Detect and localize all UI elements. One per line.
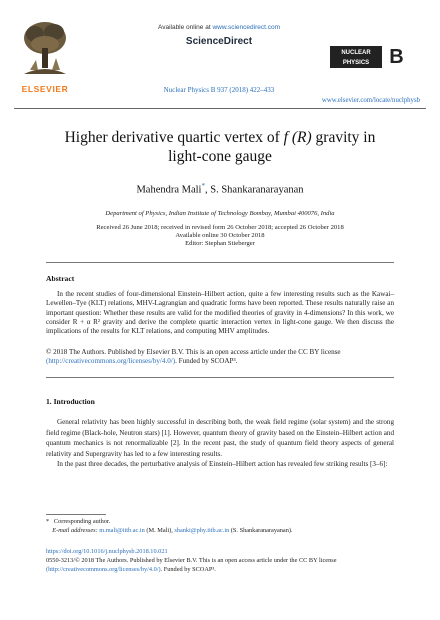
elsevier-logo [14, 18, 76, 96]
header-divider [14, 108, 426, 109]
funded-text: . Funded by SCOAP³. [175, 357, 238, 366]
title-part1: Higher derivative quartic vertex of [64, 129, 284, 146]
corresponding-author-note [46, 518, 406, 527]
abstract-body [46, 290, 394, 336]
abstract-top-divider [46, 262, 394, 263]
abstract-bottom-divider [46, 377, 394, 378]
page-footer [46, 548, 406, 574]
available-date: Available online 30 October 2018 [175, 232, 265, 239]
email-name-1: (M. Mali), [144, 526, 175, 534]
email-link-2[interactable]: shanki@phy.iitb.ac.in [174, 526, 230, 534]
journal-logo-text [330, 46, 382, 68]
title-formula: f (R) [283, 129, 312, 146]
journal-logo-line1: NUCLEAR [341, 50, 371, 56]
intro-paragraph-1: General relativity has been highly successful in describing both, the weak field regime (solar system) and the strong field regime (Black-hole, Neutron stars) [1]. However, quantum theory of gravity based on the Einstein–Hilbert action and quantum mechanics is not renormalizable [2]. In the recent past, the study of quantum field theory aspects of general relativity and Supergravity has led to a few interesting results. [46, 418, 394, 458]
author-1: Mahendra Mali [136, 184, 202, 196]
intro-paragraph-2: In the past three decades, the perturbative analysis of Einstein–Hilbert action has revealed few striking results [3–6]: [57, 460, 388, 469]
email-link-1[interactable]: m.mali@iitb.ac.in [99, 526, 145, 534]
title-part2: gravity in [311, 129, 376, 146]
email-label: E-mail addresses: [52, 526, 98, 534]
journal-homepage-link[interactable]: www.elsevier.com/locate/nuclphysb [321, 97, 420, 104]
abstract-text: In the recent studies of four-dimensional Einstein–Hilbert action, quite a few interesting results such as the Kawai–Lewellen–Tye (KLT) relations, MHV-Lagrangian and quadratic forms have been reported. These results naturally raise an important question: Whether these results are valid for the modified theories of gravity in 4-dimensions? In this work, we consider R + α R² gravity and derive the complete quartic interaction vertex in light-cone gauge. We then discuss the implications of the results for KLT relations, and computing MHV amplitudes. [46, 290, 394, 336]
footer-license [46, 566, 406, 575]
title-line2: light-cone gauge [168, 148, 272, 165]
corresponding-author-label: Corresponding author. [53, 518, 111, 525]
editor: Editor: Stephan Stieberger [185, 240, 255, 247]
journal-logo-letter: B [389, 46, 404, 68]
publisher-name: ELSEVIER [21, 84, 69, 94]
received-dates: Received 26 June 2018; received in revised form 26 October 2018; accepted 26 October 2018 [96, 224, 344, 231]
abstract-heading: Abstract [46, 274, 75, 283]
author-separator: , [204, 184, 211, 196]
article-dates [30, 224, 410, 248]
email-addresses [46, 527, 406, 536]
journal-citation[interactable]: Nuclear Physics B 937 (2018) 422–433 [163, 86, 275, 94]
platform-name: ScienceDirect [185, 36, 253, 47]
footnote [46, 518, 406, 535]
affiliation: Department of Physics, Indian Institute of Technology Bombay, Mumbai 400076, India [105, 210, 335, 217]
journal-logo [330, 46, 410, 68]
elsevier-tree-icon [20, 18, 70, 78]
issn-line: 0550-3213/© 2018 The Authors. Published by Elsevier B.V. This is an open access article under the CC BY license [46, 556, 337, 564]
license-link[interactable]: (http://creativecommons.org/licenses/by/4.0/) [46, 357, 176, 366]
footnote-mark: * [46, 518, 50, 525]
journal-logo-line2: PHYSICS [342, 60, 370, 66]
author-list [30, 182, 410, 196]
available-online-label: Available online at [157, 24, 213, 31]
email-name-2: (S. Shankaranarayanan). [229, 526, 293, 534]
abstract-copyright [46, 348, 394, 367]
sciencedirect-link[interactable]: www.sciencedirect.com [212, 24, 280, 31]
corresponding-author-mark[interactable]: * [201, 182, 205, 190]
footnote-rule [46, 514, 106, 515]
footer-funded: . Funded by SCOAP³. [160, 565, 216, 573]
article-title [30, 128, 410, 166]
doi-link[interactable]: https://doi.org/10.1016/j.nuclphysb.2018.10.021 [46, 548, 168, 555]
author-2: S. Shankaranarayanan [210, 184, 304, 196]
introduction-body [46, 417, 394, 470]
available-online [134, 24, 304, 31]
copyright-text: © 2018 The Authors. Published by Elsevier B.V. This is an open access article under the CC BY license [46, 348, 341, 356]
section-heading-introduction: 1. Introduction [46, 397, 95, 406]
footer-license-link[interactable]: (http://creativecommons.org/licenses/by/4.0/) [46, 565, 161, 573]
